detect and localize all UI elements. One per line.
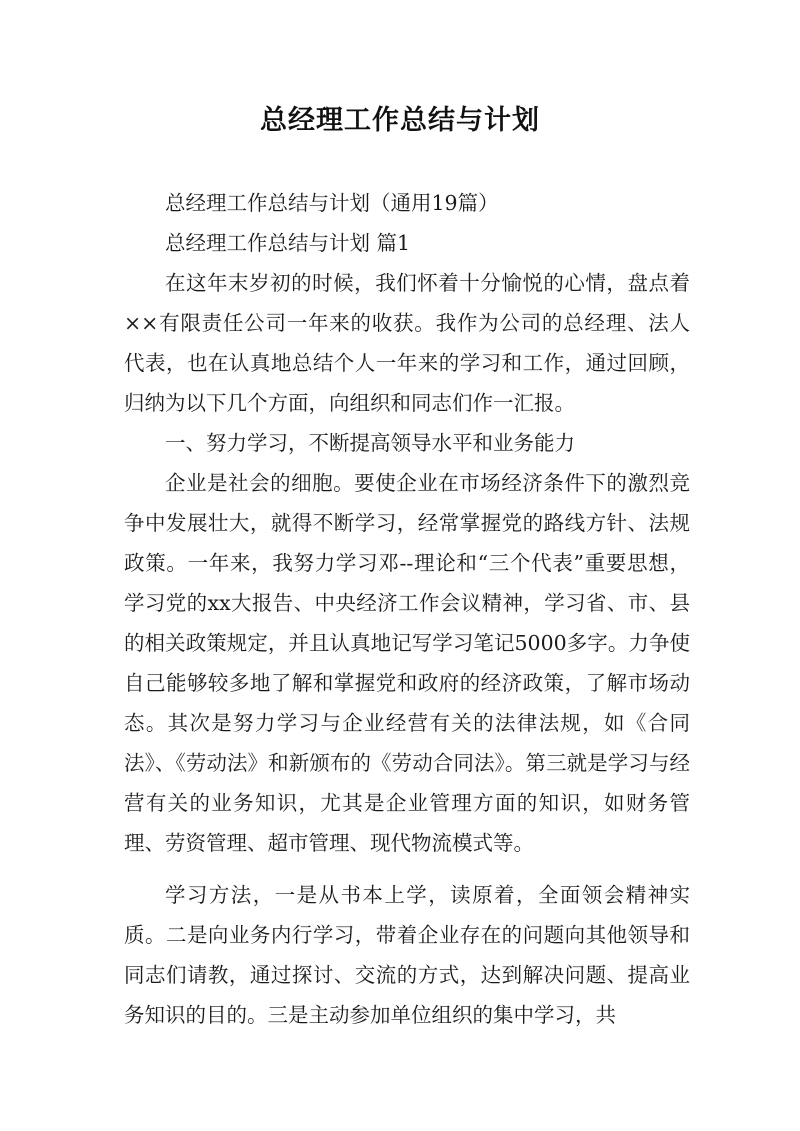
body-paragraph: 在这年末岁初的时候，我们怀着十分愉悦的心情，盘点着××有限责任公司一年来的收获。我作为公司的总经理、法人代表，也在认真地总结个人一年来的学习和工作，通过回顾，归纳为以下几个方面，向组织和同志们作一汇报。 bbox=[124, 271, 690, 415]
body-paragraph: 企业是社会的细胞。要使企业在市场经济条件下的激烈竞争中发展壮大，就得不断学习，经常掌握党的路线方针、法规政策。一年来，我努力学习邓--理论和“三个代表”重要思想，学习党的xx大报告、中央经济工作会议精神，学习省、市、县的相关政策规定，并且认真地记写学习笔记5000多字。力争使自己能够较多地了解和掌握党和政府的经济政策，了解市场动态。其次是努力学习与企业经营有关的法律法规，如《合同法》、《劳动法》和新颁布的《劳动合同法》。第三就是学习与经营有关的业务知识，尤其是企业管理方面的知识，如财务管理、劳资管理、超市管理、现代物流模式等。 bbox=[124, 471, 690, 855]
subtitle-paragraph: 总经理工作总结与计划（通用19篇） bbox=[165, 191, 499, 215]
heading-paragraph: 一、努力学习，不断提高领导水平和业务能力 bbox=[165, 431, 575, 455]
document-body bbox=[124, 183, 690, 1035]
body-paragraph: 学习方法，一是从书本上学，读原着，全面领会精神实质。二是向业务内行学习，带着企业存在的问题向其他领导和同志们请教，通过探讨、交流的方式，达到解决问题、提高业务知识的目的。三是主动参加单位组织的集中学习，共 bbox=[124, 883, 690, 1027]
document-title: 总经理工作总结与计划 bbox=[260, 105, 540, 136]
section-heading-paragraph: 总经理工作总结与计划 篇1 bbox=[165, 231, 411, 255]
